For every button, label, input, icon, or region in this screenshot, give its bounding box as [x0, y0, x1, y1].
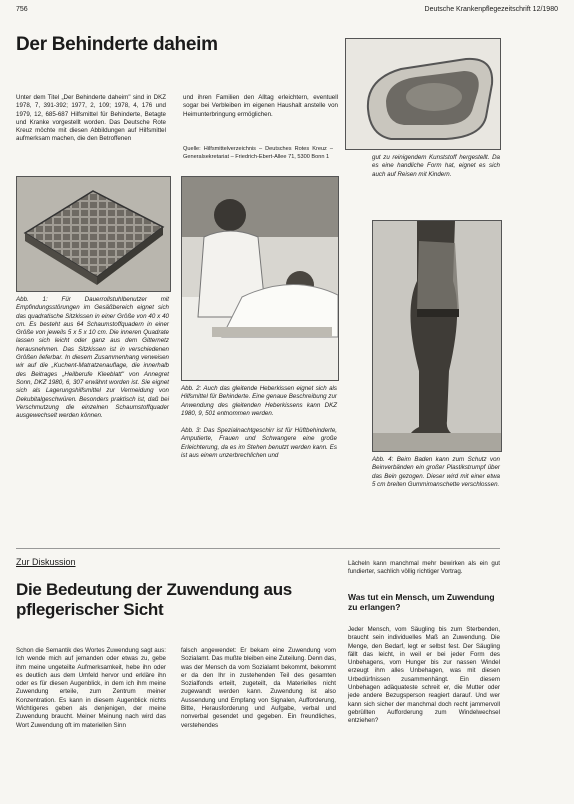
caption-figure-3: Abb. 3: Das Spezialnachtgeschirr ist für Hüftbehinderte, Amputierte, Frauen und Schwangere eine große Erleichterung, da es im Stehen benutzt werden kann. Es ist aus einem unzerbrechlichen und — [181, 427, 337, 459]
article-2-title: Die Bedeutung der Zuwendung aus pflegerischer Sicht — [16, 580, 292, 619]
source-note: Quelle: Hilfsmittelverzeichnis – Deutsches Rotes Kreuz – Generalsekretariat – Friedrich-Ebert-Allee 71, 5300 Bonn 1 — [183, 146, 333, 160]
caption-figure-4: Abb. 4: Beim Baden kann zum Schutz von Beinverbänden ein großer Plastikstrumpf über das Bein gezogen. Dieser wird mit einer etwa 5 cm breiten Gummimanschette verschlossen. — [372, 456, 500, 488]
section-label: Zur Diskussion — [16, 557, 76, 567]
journal-header: Deutsche Krankenpflegezeitschrift 12/1980 — [424, 6, 558, 13]
intro-text-left: Unter dem Titel „Der Behinderte daheim" sind in DKZ 1978, 7, 391-392; 1977, 2, 109; 1978, 4, 176 und 1979, 12, 685-687 Hilfsmittel für Behinderte, Betagte und Kranke vorgestellt worden. Das Deutsche Rote Kreuz möchte mit diesen Abbildungen auf Hilfsmittel aufmerksam machen, die den Betroffenen — [16, 94, 166, 143]
leg-protector-photo — [372, 220, 502, 452]
caption-figure-3-continued: gut zu reinigendem Kunststoff hergestellt. Da es eine handliche Form hat, eignet es sich auch auf Reisen mit Kindern. — [372, 154, 500, 178]
caption-figure-1: Abb. 1: Für Dauerrollstuhlbenutzer mit Empfindungsstörungen im Gesäßbereich eignet sich das quadratische Sitzkissen in einer Größe von 40 x 40 cm. Es besteht aus 64 Schaumstoffquadern in einer Größe von jeweils 5 x 5 x 10 cm. Die inneren Quadrate lassen sich leicht oder ganz aus dem Gitternetz herausnehmen. Das Sitzkissen ist in verschiedenen Größen lieferbar. In diesem Zusammenhang verweisen wir auf die „Kuchent-Matratzenauflage, die innerhalb des Beitrages „Heilberufe Kleeblatt" von Annegret Sonn, DKZ 1980, 6, 307 erwähnt worden ist. Sie eignet sich als Lagerungshilfsmittel zur Vermeidung von Dekubitalgeschwüren. Besonders praktisch ist, daß bei Verschmutzung die einzelnen Schaumstoffquader ausgewechselt werden können. — [16, 296, 169, 420]
article-title: Der Behinderte daheim — [16, 34, 218, 55]
bedpan-photo — [345, 38, 501, 150]
article-2-column-3-top: Lächeln kann manchmal mehr bewirken als ein gut fundierter, sachlich völlig richtiger Vortrag. — [348, 560, 500, 576]
page-number: 756 — [16, 6, 28, 13]
article-2-column-1: Schon die Semantik des Wortes Zuwendung sagt aus: Ich wende mich auf jemanden oder etwas zu, gebe ihm meine ungeteilte Aufmerksamkeit, hebe ihn oder es deutlich aus dem Umfeld hervor und erkläre ihn oder es für diesen Augenblick, in dem ich ihm meine Zuwendung erteile, zum Zentrum meiner Konzentration. Es kann in diesem Augenblick nichts Wichtigeres geben als denjenigen, der meine Zuwendung braucht. Meiner Meinung nach wird das Wort Zuwendung oft im materiellen Sinn — [16, 647, 166, 729]
intro-text-right: und ihren Familien den Alltag erleichtern, eventuell sogar bei Verbleiben im eigenen Haushalt anstelle von Heimunterbringung ermöglichen. — [183, 94, 338, 118]
article-2-column-2: falsch angewendet: Er bekam eine Zuwendung vom Sozialamt. Das mußte bleiben eine Zuteilung. Denn das, was der Mensch da vom Sozialamt bekommt, bekommt er da den Ihr in zustehenden Teil des gesamten Sozialfonds erteilt, zugeteilt, da Materielles nicht zugewandt werden kann. Zuwendung ist also Aussendung und Empfang von Signalen, Aufforderung, Bitte, Herausforderung und Aufgabe, verbal und nonverbal gesendet und gegeben. Ein freundliches, verstehendes — [181, 647, 336, 729]
caption-figure-2: Abb. 2: Auch das gleitende Heberkissen eignet sich als Hilfsmittel für Behinderte. Eine genaue Beschreibung zur Anwendung des gleitenden Heberkissens kann DKZ 1980, 9, 501 entnommen werden. — [181, 385, 337, 417]
article-2-subheading: Was tut ein Mensch, um Zuwendung zu erlangen? — [348, 592, 495, 612]
article-2-column-3-body: Jeder Mensch, vom Säugling bis zum Sterbenden, braucht sein individuelles Maß an Zuwendung. Die Menge, den Bedarf, legt er selbst fest. Der Säugling fällt das leicht, in weil er bei jeder Form des Unbehagens, vom Hunger bis zur nassen Windel erzeugt ihm alles Unbehagen, was mit diesen Urbedürfnissen zusammenhängt. Ein diesem Unbehagen adäquateste schreit er, die Mutter oder jede andere Bezugsperson reagiert darauf. Und wer kann sich sicher der manchmal doch recht jammervoll gebrüllten Aufforderung zum Windelwechsel entziehen? — [348, 626, 500, 725]
section-divider — [16, 548, 500, 549]
nursing-bed-photo — [181, 176, 339, 381]
seat-cushion-photo — [16, 176, 171, 292]
